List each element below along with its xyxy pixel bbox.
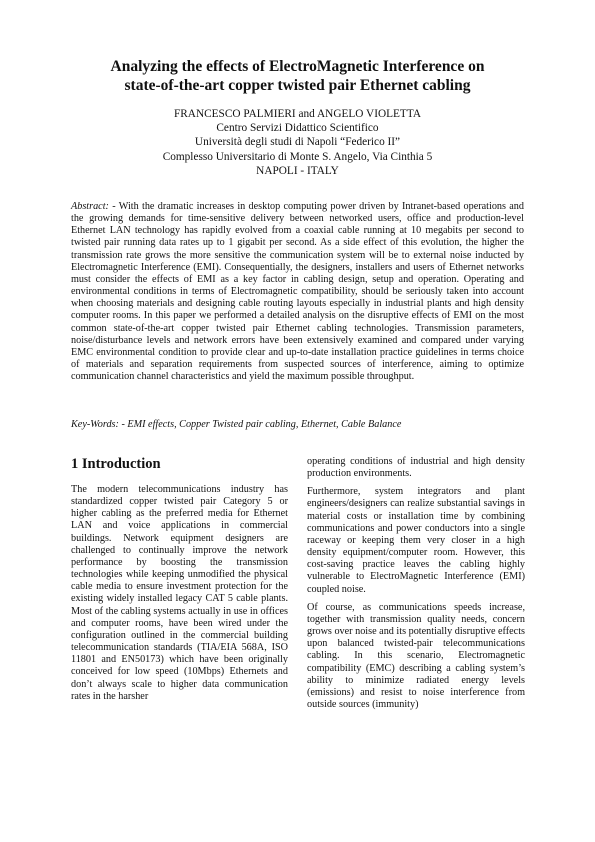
title-line-2: state-of-the-art copper twisted pair Ethernet cabling [124,77,471,94]
author-block [60,107,535,178]
intro-paragraph-2: Furthermore, system integrators and plant engineers/designers can realize substantial savings in material costs or installation time by combining communications and power conductors into a single raceway or keeping them very closer in a high density equipment/computer room. However, this cost-saving practice leaves the cabling highly vulnerable to ElectroMagnetic Interference (EMI) coupled noise. [307,486,525,595]
intro-paragraph-1: The modern telecommunications industry has standardized copper twisted pair Category 5 or higher cabling as the preferred media for Ethernet LAN and voice applications in commercial buildings. Network equipment designers are challenged to continually improve the network performance by boosting the transmission technologies while keeping unmodified the physical cable media to ensure investment protection for the existing widely installed legacy CAT 5 cable plants. Most of the cabling systems actually in use in offices and computer rooms, have been wired under the configuration outlined in the commercial building telecommunication standards (TIA/EIA 568A, ISO 11801 and EN50173) which have been originally conceived for low speed (10Mbps) Ethernets and don’t always scale to higher data communication rates in the harsher [71,484,288,702]
abstract-text: - With the dramatic increases in desktop computing power driven by Intranet-based operations and the growing demands for time-sensitive delivery between networked users, office and production-level Ethernet LAN technology has rapidly evolved from a coaxial cable running at 10 megabits per second to twisted pair running data rates up to 1 gigabit per second. As a side effect of this evolution, the higher the transmission rate grows the more sensitive the communication system will be to external noise inducted by Electromagnetic Interference (EMI). Consequentially, the designers, installers and users of Ethernet networks must consider the effects of EMI as a key factor in cabling design, setup and operation. Operating and environmental conditions in terms of Electromagnetic compatibility, should be seriously taken into account when choosing materials and designing cable routing layouts especially in industrial plants and high density computer rooms. In this paper we performed a detailed analysis on the disruptive effects of EMI on the most common state-of-the-art copper twisted pair Ethernet cabling technologies. Transmission parameters, noise/disturbance levels and network errors have been extensively examined and compared under varying EMC environmental condition to provide clear and up-to-date installation practice guidelines in terms choice of materials and separation requirements from suspected sources of interference, aiming to optimize communication channel characteristics and yield the maximum possible throughput. [71,201,524,383]
paper-title [60,57,535,95]
abstract-label: Abstract: [71,201,109,212]
address: Complesso Universitario di Monte S. Angelo, Via Cinthia 5 [162,150,433,163]
affiliation-1: Centro Servizi Didattico Scientifico [216,122,379,135]
section-heading: 1 Introduction [71,456,161,472]
intro-paragraph-1-cont: operating conditions of industrial and high density production environments. [307,456,525,480]
right-column [307,456,525,717]
affiliation-2: Università degli studi di Napoli “Federico II” [194,136,401,149]
city: NAPOLI - ITALY [256,164,339,177]
abstract [71,201,524,383]
keywords: Key-Words: - EMI effects, Copper Twisted pair cabling, Ethernet, Cable Balance [71,419,402,430]
left-column [71,484,288,709]
title-line-1: Analyzing the effects of ElectroMagnetic Interference on [110,58,485,75]
intro-paragraph-3: Of course, as communications speeds increase, together with transmission quality needs, concern grows over noise and its potentially disruptive effects upon balanced twisted-pair telecommunications cabling. In this scenario, Electromagnetic compatibility (EMC) describing a cabling system’s ability to minimize radiated energy levels (emissions) and resist to noise interference from outside sources (immunity) [307,601,525,710]
author-names: FRANCESCO PALMIERI and ANGELO VIOLETTA [173,108,421,120]
